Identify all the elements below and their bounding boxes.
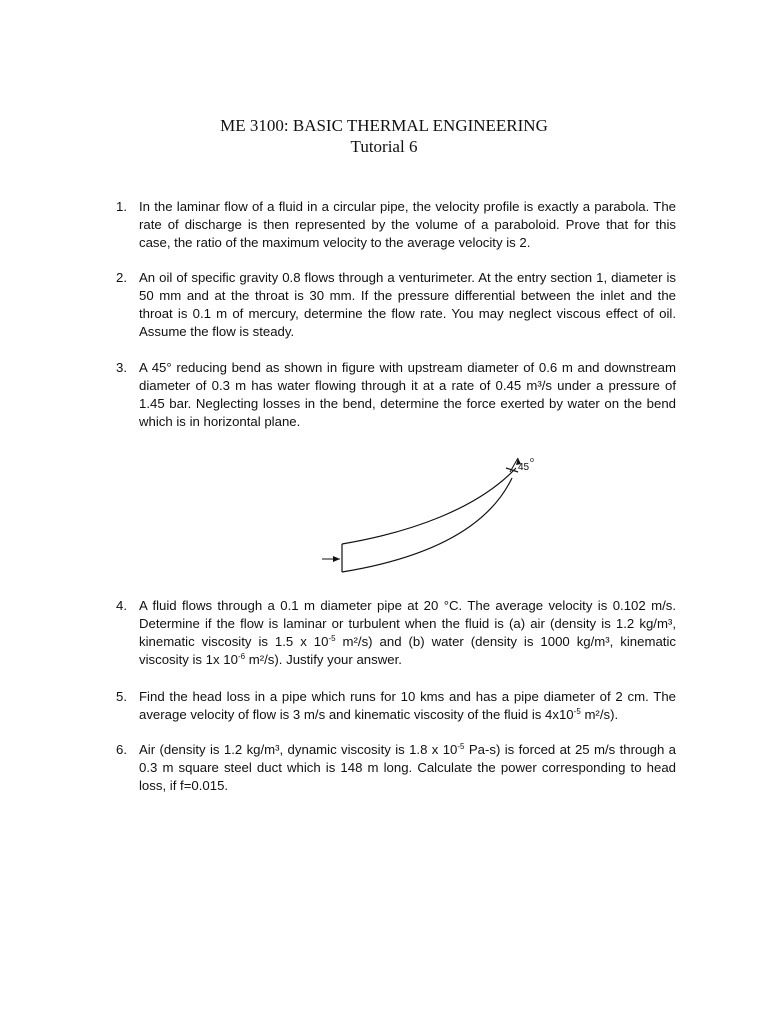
question-text: Air (density is 1.2 kg/m³, dynamic viscosity is 1.8 x $10^{-5}$ Pa-s) is forced at 25 m/s through a 0.3 m square steel duct which is 148 m long. Calculate the power corresponding to head loss, if f=0.015. <box>139 742 676 793</box>
reducing-bend-figure <box>318 448 538 580</box>
question-5 <box>116 688 676 724</box>
question-text: Find the head loss in a pipe which runs for 10 kms and has a pipe diameter of 2 cm. The average velocity of flow is 3 m/s and kinematic viscosity of the fluid is $4x10^{-5}$ m²/s). <box>139 689 676 722</box>
question-6 <box>116 741 676 795</box>
question-3 <box>116 359 676 431</box>
question-number: 4. <box>116 598 127 613</box>
question-2 <box>116 269 676 341</box>
question-1 <box>116 198 676 252</box>
bend-outer-wall <box>342 468 516 544</box>
question-number: 1. <box>116 199 127 214</box>
question-text: An oil of specific gravity 0.8 flows through a venturimeter. At the entry section 1, diameter is 50 mm and at the throat is 30 mm. If the pressure differential between the inlet and the throat is 0.1 m of mercury, determine the flow rate. You may neglect viscous effect of oil. Assume the flow is steady. <box>139 270 676 339</box>
flow-arrow-icon <box>333 556 340 562</box>
question-number: 2. <box>116 270 127 285</box>
question-number: 6. <box>116 742 127 757</box>
degree-symbol: o <box>530 457 534 464</box>
question-text: A 45° reducing bend as shown in figure with upstream diameter of 0.6 m and downstream diameter of 0.3 m has water flowing through it at a rate of 0.45 m³/s under a pressure of 1.45 bar. Neglecting losses in the bend, determine the force exerted by water on the bend which is in horizontal plane. <box>139 360 676 429</box>
tutorial-title: Tutorial 6 <box>350 137 418 156</box>
bend-angle-label: 45 <box>518 462 530 473</box>
question-text: In the laminar flow of a fluid in a circular pipe, the velocity profile is exactly a parabola. The rate of discharge is then represented by the volume of a paraboloid. Prove that for this case, the ratio of the maximum velocity to the average velocity is 2. <box>139 199 676 250</box>
course-title: ME 3100: BASIC THERMAL ENGINEERING <box>220 116 548 135</box>
question-number: 3. <box>116 360 127 375</box>
question-4 <box>116 597 676 669</box>
question-number: 5. <box>116 689 127 704</box>
question-text: A fluid flows through a 0.1 m diameter pipe at 20 °C. The average velocity is 0.102 m/s. Determine if the flow is laminar or turbulent when the fluid is (a) air (density is 1.2 kg/m³, kinematic viscosity is 1.5 x $10^{-5}$ m²/s) and (b) water (density is 1000 kg/m³, kinematic viscosity is 1x $10^{-6}$ m²/s). Justify your answer. <box>139 598 676 667</box>
